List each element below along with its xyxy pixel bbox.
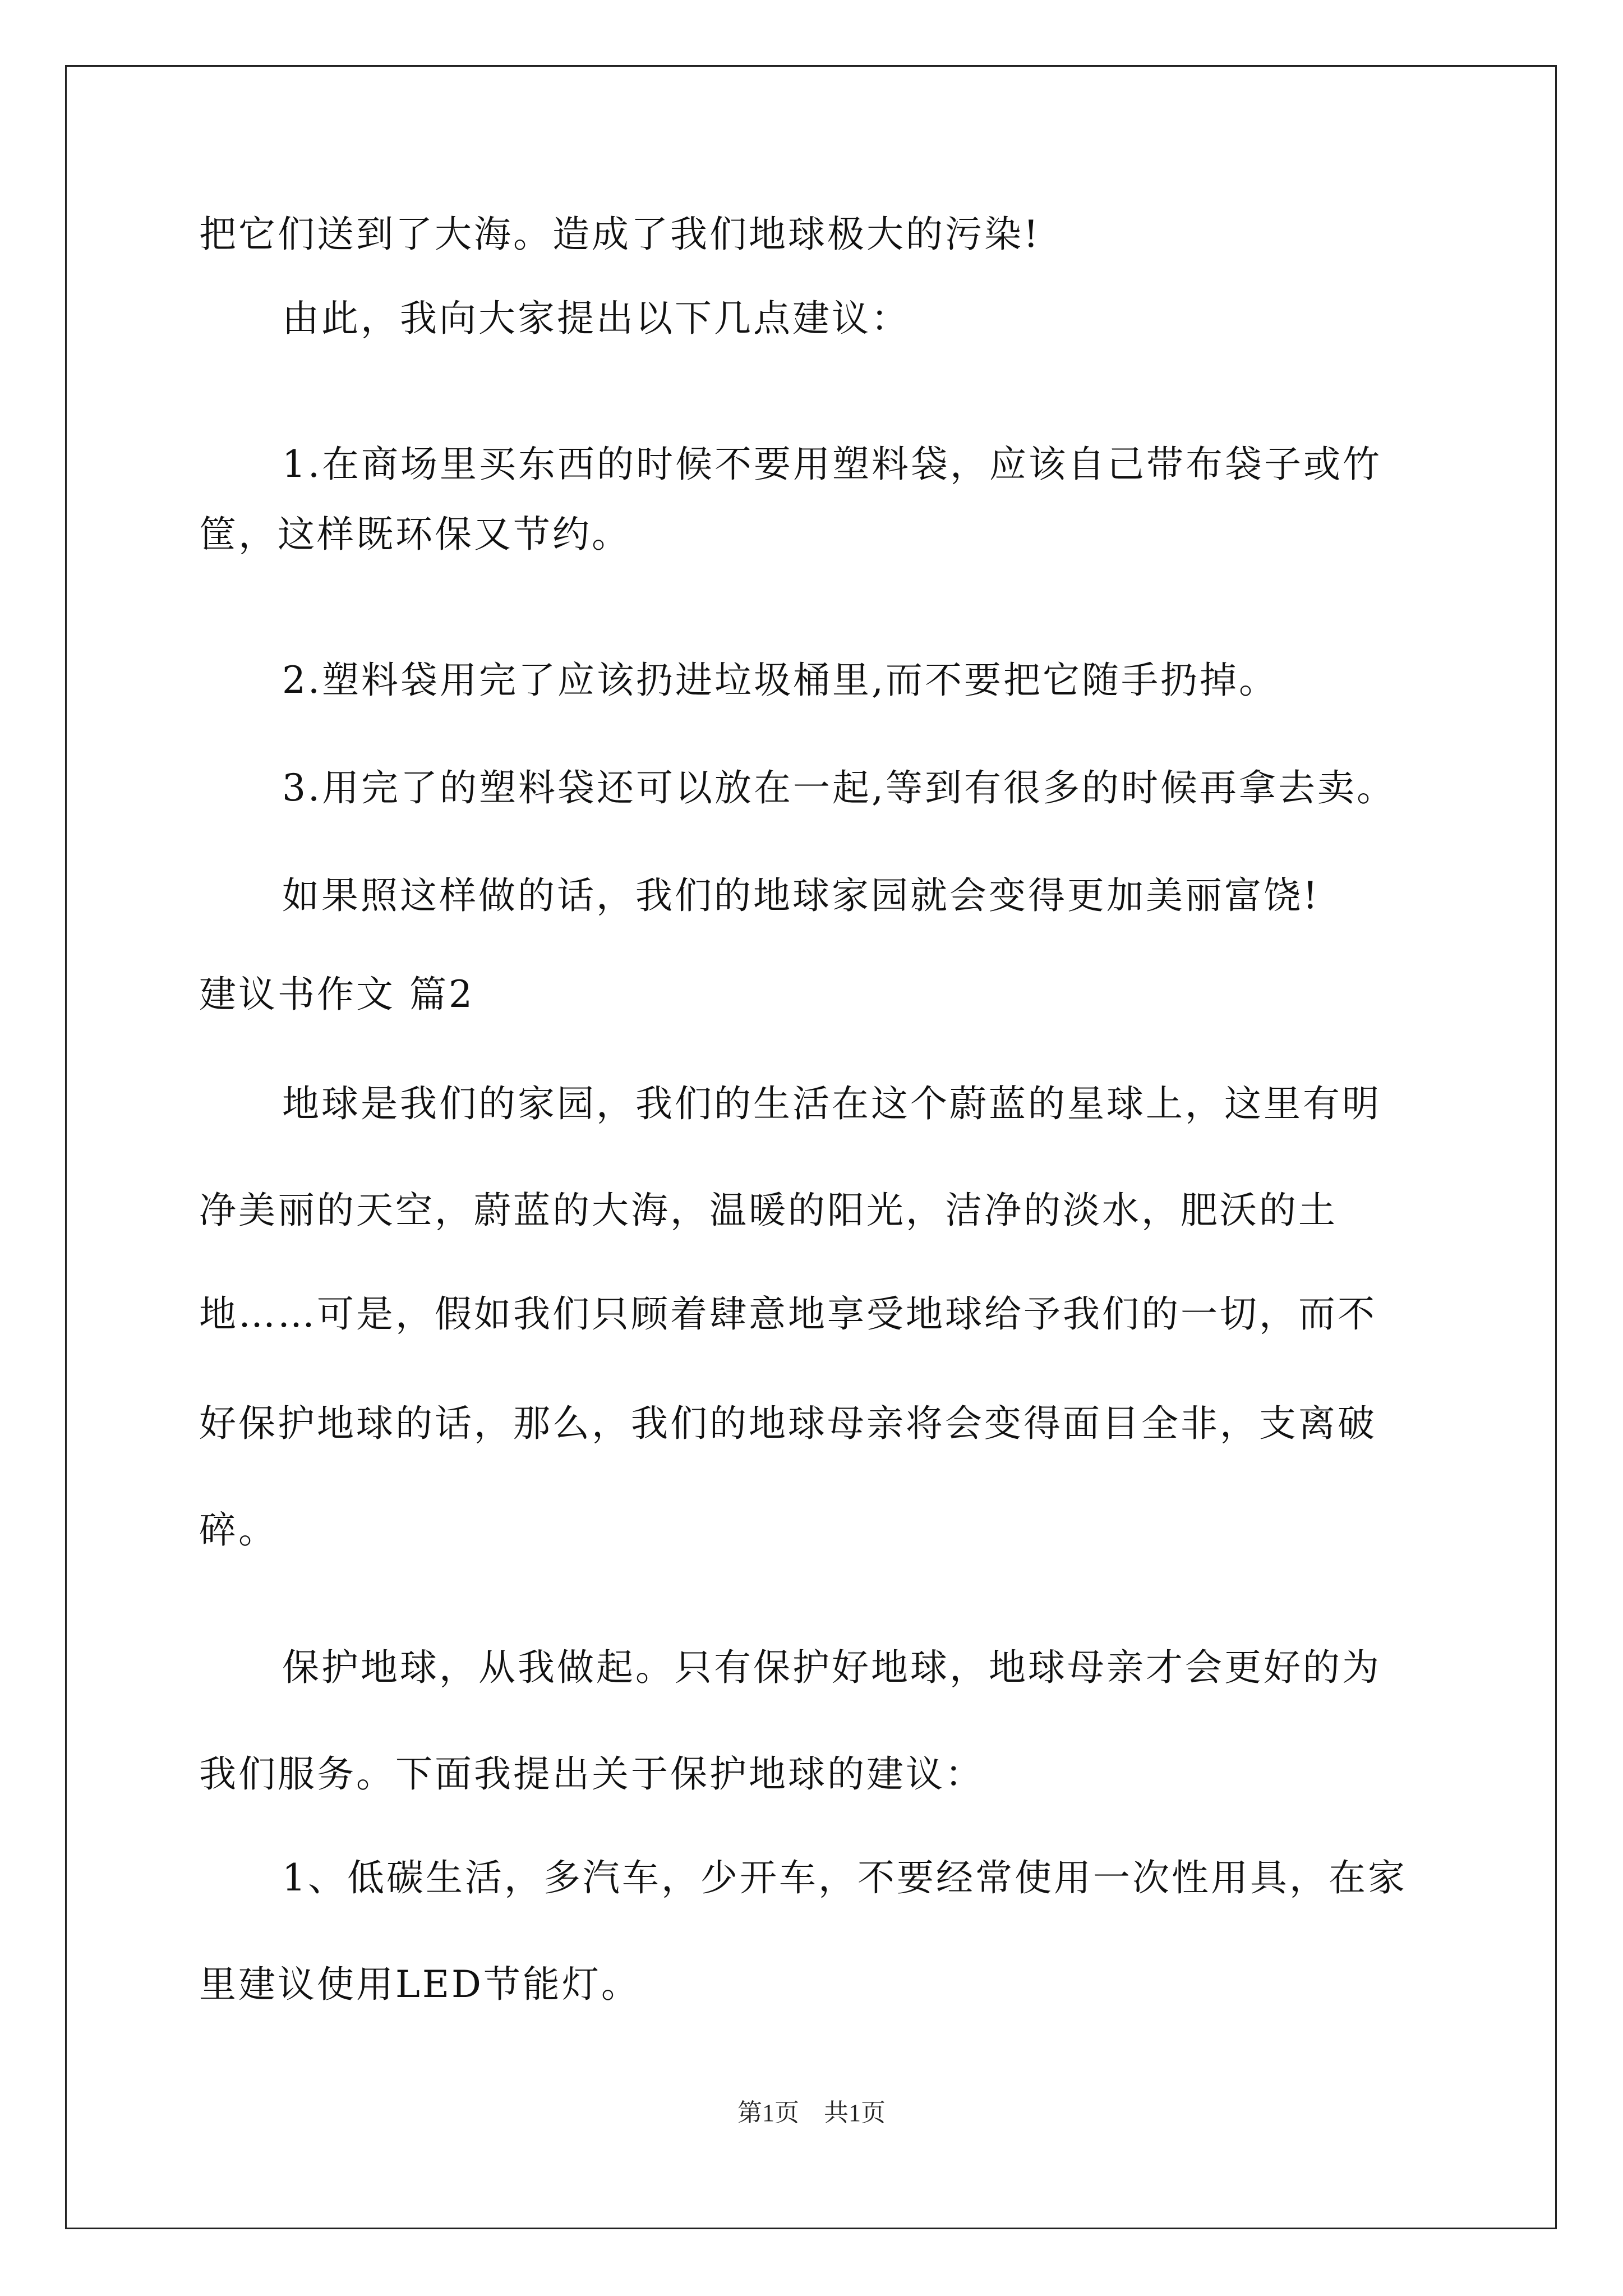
list-item-line: 1、低碳生活，多汽车，少开车，不要经常使用一次性用具，在家 [282,1856,1407,1899]
paragraph-line: 地……可是，假如我们只顾着肆意地享受地球给予我们的一切，而不 [199,1292,1377,1336]
paragraph-line: 我们服务。下面我提出关于保护地球的建议： [199,1752,984,1796]
list-item-line: 3.用完了的塑料袋还可以放在一起,等到有很多的时候再拿去卖。 [282,766,1396,809]
paragraph-line: 保护地球，从我做起。只有保护好地球，地球母亲才会更好的为 [282,1646,1381,1689]
section-heading: 建议书作文 篇2 [199,973,474,1016]
paragraph-line: 地球是我们的家园，我们的生活在这个蔚蓝的星球上，这里有明 [282,1082,1381,1125]
page-border [65,65,1557,2229]
page-footer: 第1页 共1页 [737,2099,886,2127]
list-item-line: 里建议使用LED节能灯。 [199,1963,640,2006]
paragraph-line: 如果照这样做的话，我们的地球家园就会变得更加美丽富饶! [282,874,1320,917]
paragraph-line: 由此，我向大家提出以下几点建议： [282,297,910,340]
list-item-line: 2.塑料袋用完了应该扔进垃圾桶里,而不要把它随手扔掉。 [282,659,1278,702]
paragraph-line: 碎。 [199,1508,278,1552]
list-item-line: 筐，这样既环保又节约。 [199,513,631,556]
paragraph-line: 把它们送到了大海。造成了我们地球极大的污染! [199,213,1041,256]
paragraph-line: 好保护地球的话，那么，我们的地球母亲将会变得面目全非，支离破 [199,1402,1377,1445]
list-item-line: 1.在商场里买东西的时候不要用塑料袋，应该自己带布袋子或竹 [282,443,1382,486]
paragraph-line: 净美丽的天空，蔚蓝的大海，温暖的阳光，洁净的淡水，肥沃的土 [199,1189,1338,1232]
